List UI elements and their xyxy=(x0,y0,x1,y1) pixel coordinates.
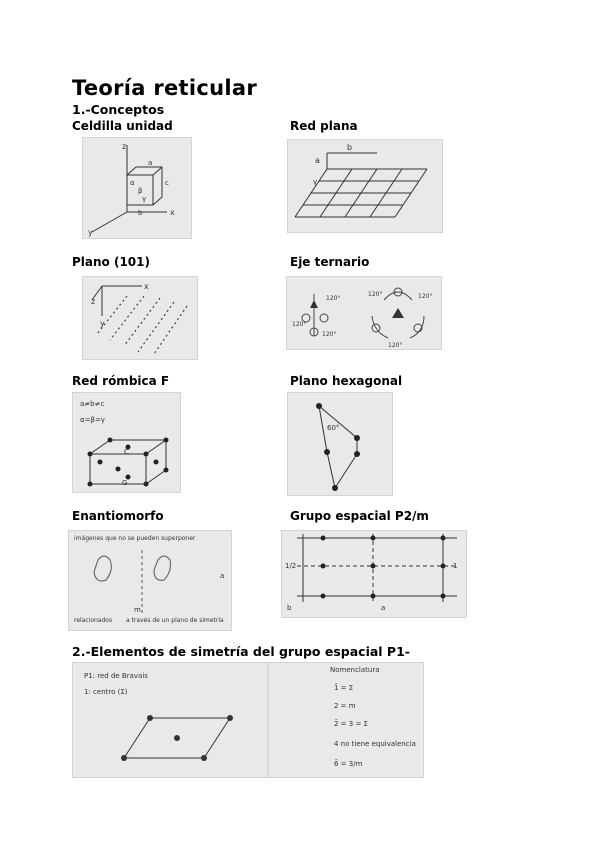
p1-right-line-4: 4 no tiene equivalencia xyxy=(334,740,416,748)
caption-eje-ternario: Eje ternario xyxy=(290,255,370,269)
caption-enantiomorfo: Enantiomorfo xyxy=(72,509,164,523)
figure-p1 xyxy=(72,662,424,778)
figure-plano-101 xyxy=(82,276,198,360)
label-60: 60° xyxy=(327,424,340,432)
label-alpha: α xyxy=(130,179,135,187)
caption-plano-101: Plano (101) xyxy=(72,255,150,269)
label-y: y xyxy=(100,319,105,328)
p1-right-line-2: 2 = m xyxy=(334,702,356,710)
label-120-e: 120° xyxy=(418,293,433,300)
caption-grupo-p2m: Grupo espacial P2/m xyxy=(290,509,429,523)
label-gamma: γ xyxy=(313,178,318,186)
caption-celdilla-unidad: Celdilla unidad xyxy=(72,119,173,133)
label-120-f: 120° xyxy=(388,342,403,349)
label-one: 1 xyxy=(453,562,458,570)
p1-left-line-1: P1: red de Bravais xyxy=(84,672,148,680)
label-a: a xyxy=(220,572,225,580)
figure-enantiomorfo xyxy=(68,530,232,631)
section-heading-elementos: 2.-Elementos de simetría del grupo espacial P1- xyxy=(72,644,410,659)
label-top: imágenes que no se pueden superponer xyxy=(74,535,196,542)
figure-celdilla-unidad xyxy=(82,137,192,239)
page-title: Teoría reticular xyxy=(72,76,258,100)
label-half: 1/2 xyxy=(285,562,297,570)
label-line2: α=β=γ xyxy=(80,416,105,424)
figure-plano-hexagonal xyxy=(287,392,393,496)
p1-right-line-1: 1̄ = Σ xyxy=(334,684,354,692)
caption-plano-hexagonal: Plano hexagonal xyxy=(290,374,403,388)
label-b: b xyxy=(138,209,143,217)
label-bottom-left: relacionados xyxy=(74,617,113,624)
figure-red-plana xyxy=(287,139,443,233)
caption-red-plana: Red plana xyxy=(290,119,358,133)
label-x: x xyxy=(170,208,175,217)
p1-right-title: Nomenclatura xyxy=(330,666,380,674)
figure-grupo-p2m xyxy=(281,530,467,618)
label-z: z xyxy=(91,297,96,306)
label-b: b xyxy=(347,143,353,152)
label-120-b: 120° xyxy=(292,321,307,328)
label-y: y xyxy=(88,228,93,237)
p1-left-line-2: 1: centro (Σ) xyxy=(84,688,128,696)
label-x: x xyxy=(144,282,149,291)
label-bottom-right: a través de un plano de simetría xyxy=(126,617,224,624)
section-heading-conceptos: 1.-Conceptos xyxy=(72,102,165,117)
caption-red-rombica-f: Red rómbica F xyxy=(72,374,170,388)
label-120-c: 120° xyxy=(322,331,337,338)
p1-right-line-3: 2̄ = 3 = Σ xyxy=(334,720,368,728)
label-m: m xyxy=(134,606,141,614)
label-120-a: 120° xyxy=(326,295,341,302)
label-a: a xyxy=(315,156,320,165)
label-gamma: γ xyxy=(142,195,147,203)
label-line1: a≠b≠c xyxy=(80,400,105,408)
label-beta: β xyxy=(138,187,143,195)
label-b: b xyxy=(287,604,292,612)
label-z: z xyxy=(122,142,127,151)
label-a: a xyxy=(148,159,153,167)
label-g: G xyxy=(122,479,128,487)
figure-eje-ternario xyxy=(286,276,442,350)
label-a: a xyxy=(381,604,386,612)
p1-right-line-5: 6̄ = 3/m xyxy=(334,760,363,768)
label-120-d: 120° xyxy=(368,291,383,298)
label-c: C xyxy=(124,448,129,456)
label-c: c xyxy=(165,179,169,187)
figure-red-rombica-f xyxy=(72,392,181,493)
